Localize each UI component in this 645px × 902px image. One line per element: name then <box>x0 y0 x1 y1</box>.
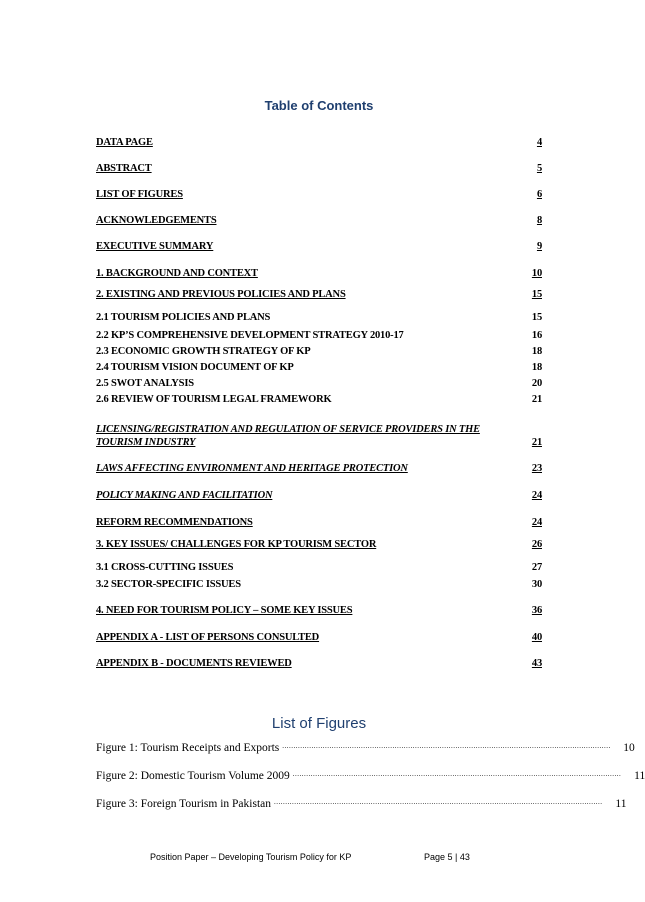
toc-entry[interactable] <box>96 311 542 324</box>
toc-entry-label: 3.2 SECTOR-SPECIFIC ISSUES <box>96 579 241 590</box>
toc-entry-label: 2. EXISTING AND PREVIOUS POLICIES AND PLANS <box>96 289 346 300</box>
toc-entry[interactable] <box>96 240 542 253</box>
dot-leader: .................................................................................................................................................. <box>292 770 622 778</box>
toc-entry-label: 3.1 CROSS-CUTTING ISSUES <box>96 562 234 573</box>
toc-entry-label: APPENDIX B - DOCUMENTS REVIEWED <box>96 658 292 669</box>
toc-entry-label: APPENDIX A - LIST OF PERSONS CONSULTED <box>96 632 320 643</box>
lof-entry[interactable] <box>96 739 635 755</box>
toc-entry-label: DATA PAGE <box>96 137 153 148</box>
toc-entry-label: LAWS AFFECTING ENVIRONMENT AND HERITAGE PROTECTION <box>96 463 408 474</box>
toc-entry-page: 21 <box>531 437 542 448</box>
toc-entry[interactable] <box>96 631 542 644</box>
toc-entry-page: 27 <box>531 562 542 573</box>
toc-entry-page: 36 <box>531 605 542 616</box>
toc-entry-page: 26 <box>531 539 542 550</box>
page-footer <box>150 852 470 862</box>
toc-entry[interactable] <box>96 489 542 502</box>
toc-entry-page: 18 <box>531 346 542 357</box>
toc-entry-label: REFORM RECOMMENDATIONS <box>96 517 253 528</box>
toc-entry[interactable] <box>96 162 542 175</box>
toc-entry[interactable] <box>96 377 542 390</box>
toc-entry[interactable] <box>96 214 542 227</box>
toc-entry-page: 21 <box>531 394 542 405</box>
toc-entry[interactable] <box>96 393 542 406</box>
toc-entry[interactable] <box>96 423 542 449</box>
toc-entry[interactable] <box>96 136 542 149</box>
toc-entry-page: 24 <box>531 490 542 501</box>
toc-entry-page: 43 <box>531 658 542 669</box>
toc-entry-label: 2.1 TOURISM POLICIES AND PLANS <box>96 312 271 323</box>
toc-entry-page: 5 <box>536 163 542 174</box>
lof-entry-page: 11 <box>615 798 627 810</box>
toc-entry[interactable] <box>96 462 542 475</box>
toc-entry[interactable] <box>96 188 542 201</box>
lof-entry[interactable] <box>96 767 645 783</box>
toc-entry-page: 15 <box>531 289 542 300</box>
toc-entry-page: 18 <box>531 362 542 373</box>
toc-entry[interactable] <box>96 578 542 591</box>
lof-entry-label: Figure 1: Tourism Receipts and Exports <box>96 742 280 754</box>
toc-entry-label: 1. BACKGROUND AND CONTEXT <box>96 268 258 279</box>
toc-entry[interactable] <box>96 538 542 551</box>
toc-entry-label: LICENSING/REGISTRATION AND REGULATION OF SERVICE PROVIDERS IN THE TOURISM INDUSTRY <box>96 424 480 448</box>
toc-entry-label: 2.5 SWOT ANALYSIS <box>96 378 194 389</box>
toc-entry-page: 9 <box>536 241 542 252</box>
lof-entry-label: Figure 3: Foreign Tourism in Pakistan <box>96 798 271 810</box>
toc-entry-label: 2.3 ECONOMIC GROWTH STRATEGY OF KP <box>96 346 311 357</box>
toc-entry-page: 6 <box>536 189 542 200</box>
toc-entry-page: 40 <box>531 632 542 643</box>
toc-title: Table of Contents <box>264 98 374 113</box>
toc-entry[interactable] <box>96 345 542 358</box>
toc-entry-label: 2.2 KP’S COMPREHENSIVE DEVELOPMENT STRATEGY 2010-17 <box>96 330 404 341</box>
toc-entry-label: POLICY MAKING AND FACILITATION <box>96 490 273 501</box>
lof-entry-page: 10 <box>623 742 635 754</box>
toc-entry-page: 23 <box>531 463 542 474</box>
toc-entry-page: 16 <box>531 330 542 341</box>
footer-title: Position Paper – Developing Tourism Policy for KP <box>150 852 352 862</box>
lof-entry[interactable] <box>96 795 627 811</box>
lof-entry-page: 11 <box>634 770 645 782</box>
toc-entry-label: ACKNOWLEDGEMENTS <box>96 215 217 226</box>
toc-entry[interactable] <box>96 361 542 374</box>
toc-entry[interactable] <box>96 604 542 617</box>
toc-entry-label: 2.6 REVIEW OF TOURISM LEGAL FRAMEWORK <box>96 394 332 405</box>
toc-entry-label: 3. KEY ISSUES/ CHALLENGES FOR KP TOURISM SECTOR <box>96 539 377 550</box>
toc-entry[interactable] <box>96 288 542 301</box>
toc-entry[interactable] <box>96 329 542 342</box>
toc-entry-page: 30 <box>531 579 542 590</box>
toc-entry[interactable] <box>96 657 542 670</box>
toc-entry[interactable] <box>96 561 542 574</box>
lof-title: List of Figures <box>271 715 367 732</box>
lof-entry-label: Figure 2: Domestic Tourism Volume 2009 <box>96 770 290 782</box>
toc-entry[interactable] <box>96 516 542 529</box>
toc-entry-label: LIST OF FIGURES <box>96 189 183 200</box>
toc-entry-page: 8 <box>536 215 542 226</box>
toc-entry-page: 4 <box>536 137 542 148</box>
toc-entry-label: ABSTRACT <box>96 163 152 174</box>
toc-entry-page: 20 <box>531 378 542 389</box>
toc-entry-label: EXECUTIVE SUMMARY <box>96 241 214 252</box>
dot-leader: .................................................................................................................................................. <box>282 742 611 750</box>
footer-page-number: Page 5 | 43 <box>424 852 470 862</box>
dot-leader: .................................................................................................................................................. <box>274 798 603 806</box>
toc-entry-page: 15 <box>531 312 542 323</box>
toc-entry-page: 10 <box>531 268 542 279</box>
toc-entry-page: 24 <box>531 517 542 528</box>
toc-entry-label: 2.4 TOURISM VISION DOCUMENT OF KP <box>96 362 294 373</box>
toc-entry[interactable] <box>96 267 542 280</box>
toc-entry-label: 4. NEED FOR TOURISM POLICY – SOME KEY ISSUES <box>96 605 353 616</box>
